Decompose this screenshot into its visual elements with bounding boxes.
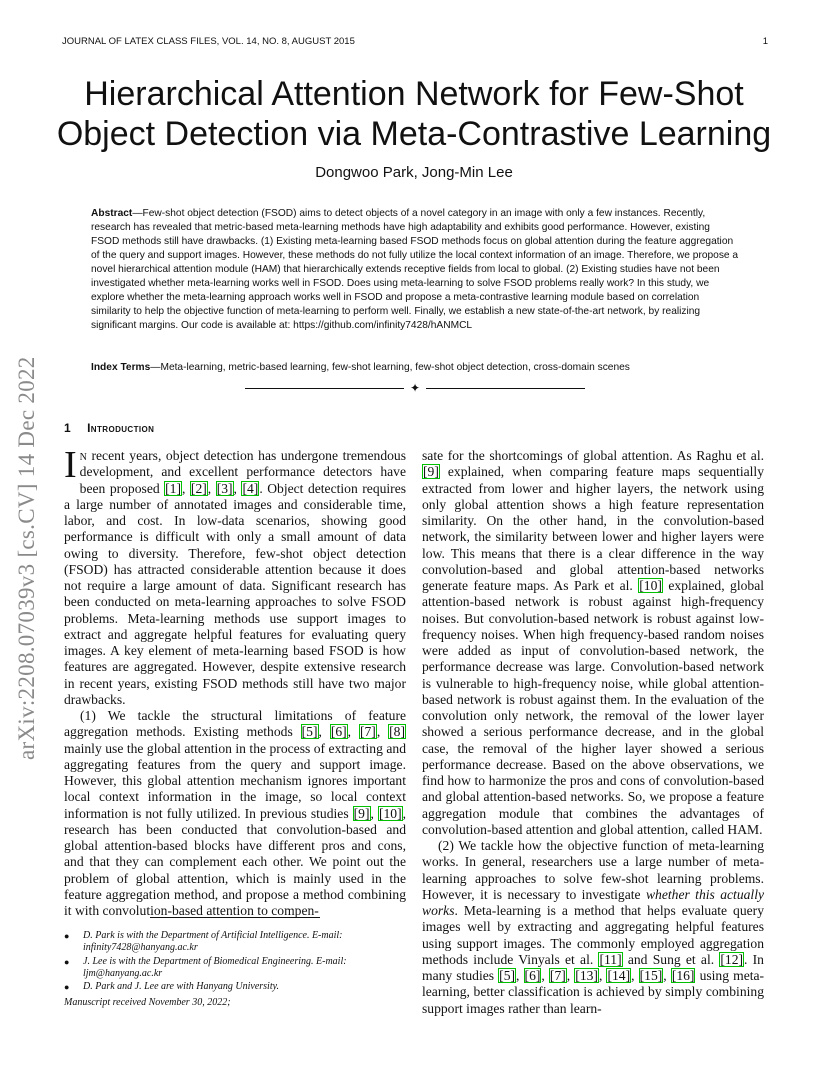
separator-text: , [370, 805, 378, 821]
separator-text: , [347, 724, 359, 740]
separator-star-icon: ✦ [409, 381, 421, 395]
left-column [64, 444, 407, 919]
separator-text: , [233, 480, 242, 496]
body-text: . In many studies [422, 951, 764, 983]
citation-link[interactable]: [12] [720, 951, 744, 967]
intro-paragraph-2 [64, 708, 406, 919]
citation-link[interactable]: [5] [499, 968, 516, 983]
bullet-icon: ● [64, 982, 70, 993]
body-text: and Sung et al. [622, 951, 720, 967]
citation-link[interactable]: [6] [330, 724, 347, 740]
right-column [422, 448, 764, 1017]
body-text: recent years, object detection has undergone tremendous development, and excellent performance detectors have been proposed [79, 448, 406, 496]
abstract [91, 207, 739, 333]
body-text: explained, global attention-based network is robust against high-frequency noises. But convolution-based network is robust against low-frequency noises. When high frequency-based random noises were added as input of convolution-based network, the performance decrease was large. Convolution-based network is vulnerable to high-frequency noise, while global attention-based network is robust against them. In the evaluation of the convolution only network, the removal of the lower layer showed a serious performance decrease, and in the global case, the removal of the higher layer showed a serious performance decrease. Based on the above observations, we find how to harmonize the pros and cons of convolution-based and global attention-based networks. So, we propose a feature aggregation module that combines the advantages of convolution-based attention and global attention, called HAM. [422, 578, 765, 837]
section-heading [64, 421, 154, 435]
journal-running-head: JOURNAL OF LATEX CLASS FILES, VOL. 14, NO. 8, AUGUST 2015 [62, 36, 355, 47]
manuscript-received-note: Manuscript received November 30, 2022; [64, 997, 231, 1008]
footnote-item [64, 981, 406, 993]
citation-link[interactable]: [8] [389, 724, 406, 740]
intro-paragraph-1 [64, 444, 407, 708]
section-number: 1 [64, 421, 72, 435]
citation-link[interactable]: [11] [599, 951, 622, 967]
citation-link[interactable]: [15] [639, 968, 663, 983]
citation-link[interactable]: [1] [165, 480, 182, 496]
bullet-icon: ● [64, 956, 70, 967]
body-text: , research has been conducted that convolution-based and global attention-based blocks have different pros and cons, and that they can complement each other. We point out the problem of global attention, which is mainly used in the feature aggregation method, and propose a method combining it with convolution-based attention to compen- [64, 805, 407, 918]
index-terms-text: —Meta-learning, metric-based learning, few-shot learning, few-shot object detection, cross-domain scenes [150, 362, 630, 373]
lead-word: n [79, 448, 87, 463]
body-text: explained, when comparing feature maps sequentially extracted from lower and higher layers, the network using only global attention shows a high feature representation similarity. On the other hand, in the convolution-based network, the similarity between lower and higher layers were low. This means that there is a clear difference in the way convolution-based and global attention-based networks generate feature maps. As Park et al. [422, 464, 764, 593]
separator-text: , [516, 968, 524, 983]
separator-text: , [663, 968, 671, 983]
footnote-list [64, 930, 406, 994]
citation-link[interactable]: [13] [575, 968, 598, 983]
footnote-text: D. Park is with the Department of Artificial Intelligence. E-mail: infinity7428@hanyang.ac.kr [83, 930, 343, 954]
paper-title: Hierarchical Attention Network for Few-Shot Object Detection via Meta-Contrastive Learning [56, 75, 772, 153]
separator-text: , [541, 968, 549, 983]
abstract-text: —Few-shot object detection (FSOD) aims to detect objects of a novel category in an image with only a few instances. Recently, research has revealed that metric-based meta-learning methods have high adaptability and exhibits good performance. However, existing FSOD methods still have drawbacks. (1) Existing meta-learning based FSOD methods focus on global attention during the feature aggregation of the query and support images. However, these methods do not fully utilize the local context information of an image. Therefore, we propose a novel hierarchical attention module (HAM) that hierarchically extends receptive fields from local to global. (2) Existing studies have not been investigated whether meta-learning works well in FSOD. Does using meta-learning to solve FSOD problems really work? In this study, we explore whether the meta-learning approach works well in FSOD and propose a meta-contrastive learning module based on correlation similarity to help the objective function of meta-learning to perform well. Finally, we establish a new state-of-the-art network, by realizing significant margins. Our code is available at: https://github.com/infinity7428/hANMCL [91, 208, 739, 332]
citation-link[interactable]: [9] [423, 464, 439, 480]
separator-text: , [376, 724, 389, 740]
separator-text: , [566, 968, 575, 983]
body-text: (1) We tackle the structural limitations of feature aggregation methods. Existing methods [64, 708, 406, 740]
running-header [62, 36, 768, 47]
separator-text: , [318, 724, 330, 740]
separator-rule-left [245, 388, 404, 389]
citation-link[interactable]: [9] [353, 805, 370, 821]
drop-cap: I [64, 444, 77, 486]
footnote-item [64, 956, 406, 981]
citation-link[interactable]: [10] [378, 805, 402, 821]
body-text: . Object detection requires a large number of annotated images and considerable time, labor, and cost. In low-data scenarios, showing good performance is difficult with only a small amount of data owing to diversity. Therefore, few-shot object detection (FSOD) has attracted considerable attention because it does not require a large amount of data. Significant research has been conducted on meta-learning approaches to solve FSOD problems. Meta-learning methods use support images to extract and aggregate helpful features for evaluating query images. A key element of meta-learning based FSOD is how features are aggregated. However, despite extensive research in recent years, existing FSOD methods still have two major drawbacks. [64, 480, 407, 707]
separator-text: , [598, 968, 607, 983]
body-text: sate for the shortcomings of global attention. As Raghu et al. [422, 448, 764, 463]
emphasis-text: whether this actually works [422, 886, 765, 918]
body-text: (2) We tackle how the objective function of meta-learning works. In general, researchers use a large number of meta-learning approaches to solve few-shot learning problems. However, it is necessary to investigate [422, 838, 764, 902]
intro-paragraph-3 [422, 838, 764, 1017]
separator-text: , [207, 480, 216, 496]
body-text: using meta-learning, better classification is achieved by simply combining support images rather than learn- [422, 968, 765, 1016]
body-text: . Meta-learning is a method that helps evaluate query images well by extracting and aggregating helpful features using support images. The commonly employed aggregation methods include Vinyals et al. [422, 903, 764, 967]
bullet-icon: ● [64, 931, 70, 941]
citation-link[interactable]: [5] [301, 724, 318, 740]
author-list: Dongwoo Park, Jong-Min Lee [315, 164, 513, 181]
citation-link[interactable]: [7] [549, 968, 566, 983]
intro-paragraph-continued [422, 448, 764, 838]
separator-text: , [182, 480, 190, 496]
separator-rule-right [426, 388, 585, 389]
index-terms-label: Index Terms [91, 362, 151, 373]
footnote-text: J. Lee is with the Department of Biomedical Engineering. E-mail: ljm@hanyang.ac.kr [83, 955, 347, 979]
abstract-label: Abstract [91, 208, 133, 219]
citation-link[interactable]: [7] [359, 724, 376, 740]
arxiv-identifier-stamp: arXiv:2208.07039v3 [cs.CV] 14 Dec 2022 [14, 356, 39, 760]
body-text: mainly use the global attention in the process of extracting and aggregating features from the query and support image. However, this global attention mechanism ignores important local context information in the image, so local context information is not fully utilized. In previous studies [64, 740, 406, 821]
separator-text: , [631, 968, 639, 983]
citation-link[interactable]: [16] [671, 968, 695, 983]
footnote-text: D. Park and J. Lee are with Hanyang University. [83, 981, 279, 993]
citation-link[interactable]: [2] [190, 480, 207, 496]
citation-link[interactable]: [6] [524, 968, 541, 983]
citation-link[interactable]: [10] [639, 578, 662, 593]
section-title: Introduction [87, 421, 155, 435]
footnote-item [64, 930, 406, 955]
citation-link[interactable]: [14] [607, 968, 631, 983]
footnote-divider [150, 917, 320, 918]
section-separator [245, 381, 585, 395]
citation-link[interactable]: [4] [242, 480, 259, 496]
index-terms [91, 361, 739, 375]
citation-link[interactable]: [3] [216, 480, 233, 496]
page-number: 1 [762, 36, 768, 47]
